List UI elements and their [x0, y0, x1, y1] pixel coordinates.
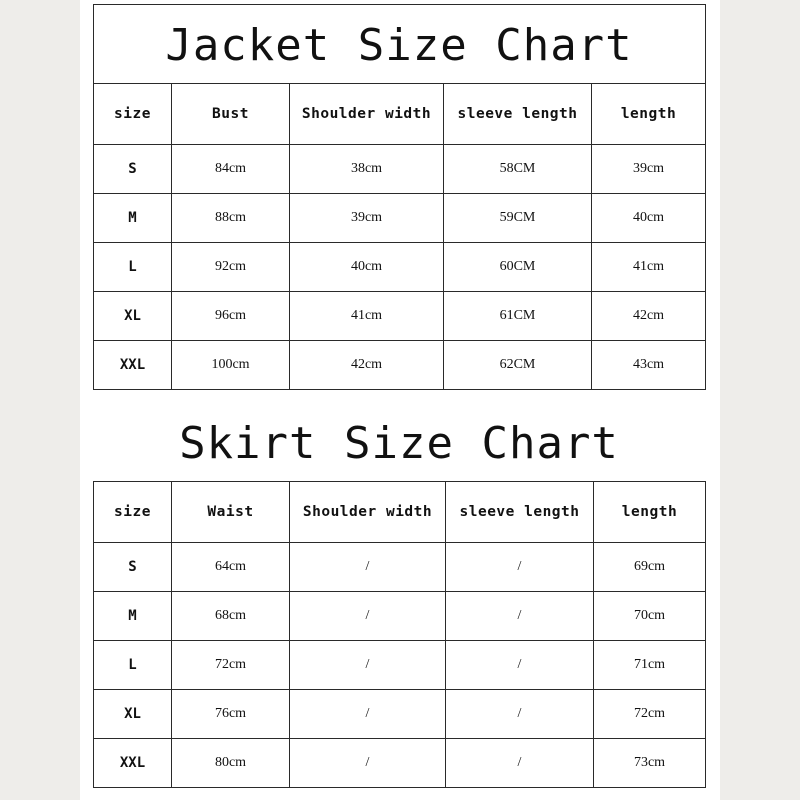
length-cell: 40cm: [592, 194, 706, 243]
skirt-header-row: [94, 482, 706, 543]
bust-cell: 96cm: [172, 292, 290, 341]
bust-cell: 100cm: [172, 341, 290, 390]
table-row: [94, 145, 706, 194]
shoulder-width-cell: /: [290, 739, 446, 788]
sleeve-length-cell: /: [446, 739, 594, 788]
table-row: [94, 543, 706, 592]
shoulder-width-cell: 38cm: [290, 145, 444, 194]
table-row: [94, 341, 706, 390]
waist-cell: 64cm: [172, 543, 290, 592]
table-row: [94, 690, 706, 739]
table-row: [94, 194, 706, 243]
length-cell: 43cm: [592, 341, 706, 390]
bust-cell: 88cm: [172, 194, 290, 243]
table-row: [94, 739, 706, 788]
size-cell: M: [94, 194, 172, 243]
size-cell: XL: [94, 292, 172, 341]
size-cell: S: [94, 543, 172, 592]
column-header-length: length: [592, 84, 706, 145]
shoulder-width-cell: 41cm: [290, 292, 444, 341]
column-header-size: size: [94, 84, 172, 145]
column-header-bust: Bust: [172, 84, 290, 145]
length-cell: 42cm: [592, 292, 706, 341]
column-header-shoulder-width: Shoulder width: [290, 84, 444, 145]
skirt-chart-title: Skirt Size Chart: [179, 418, 619, 469]
size-cell: S: [94, 145, 172, 194]
jacket-header-row: [94, 84, 706, 145]
jacket-chart-title: Jacket Size Chart: [165, 20, 633, 71]
shoulder-width-cell: /: [290, 592, 446, 641]
sleeve-length-cell: 59CM: [444, 194, 592, 243]
column-header-shoulder-width: Shoulder width: [290, 482, 446, 543]
shoulder-width-cell: 42cm: [290, 341, 444, 390]
bust-cell: 92cm: [172, 243, 290, 292]
column-header-sleeve-length: sleeve length: [446, 482, 594, 543]
column-header-waist: Waist: [172, 482, 290, 543]
bust-cell: 84cm: [172, 145, 290, 194]
waist-cell: 76cm: [172, 690, 290, 739]
waist-cell: 72cm: [172, 641, 290, 690]
size-cell: XXL: [94, 341, 172, 390]
shoulder-width-cell: /: [290, 641, 446, 690]
skirt-size-table: [93, 481, 706, 788]
column-header-size: size: [94, 482, 172, 543]
length-cell: 73cm: [594, 739, 706, 788]
table-row: [94, 592, 706, 641]
shoulder-width-cell: /: [290, 690, 446, 739]
sleeve-length-cell: 62CM: [444, 341, 592, 390]
size-cell: XXL: [94, 739, 172, 788]
waist-cell: 80cm: [172, 739, 290, 788]
size-cell: L: [94, 641, 172, 690]
table-row: [94, 292, 706, 341]
length-cell: 70cm: [594, 592, 706, 641]
length-cell: 72cm: [594, 690, 706, 739]
sleeve-length-cell: 58CM: [444, 145, 592, 194]
waist-cell: 68cm: [172, 592, 290, 641]
sleeve-length-cell: /: [446, 641, 594, 690]
length-cell: 41cm: [592, 243, 706, 292]
sleeve-length-cell: /: [446, 592, 594, 641]
sleeve-length-cell: /: [446, 690, 594, 739]
size-cell: XL: [94, 690, 172, 739]
shoulder-width-cell: /: [290, 543, 446, 592]
shoulder-width-cell: 39cm: [290, 194, 444, 243]
sleeve-length-cell: 60CM: [444, 243, 592, 292]
column-header-sleeve-length: sleeve length: [444, 84, 592, 145]
column-header-length: length: [594, 482, 706, 543]
sleeve-length-cell: 61CM: [444, 292, 592, 341]
length-cell: 71cm: [594, 641, 706, 690]
length-cell: 69cm: [594, 543, 706, 592]
length-cell: 39cm: [592, 145, 706, 194]
shoulder-width-cell: 40cm: [290, 243, 444, 292]
size-cell: M: [94, 592, 172, 641]
table-row: [94, 243, 706, 292]
sleeve-length-cell: /: [446, 543, 594, 592]
size-cell: L: [94, 243, 172, 292]
table-row: [94, 641, 706, 690]
